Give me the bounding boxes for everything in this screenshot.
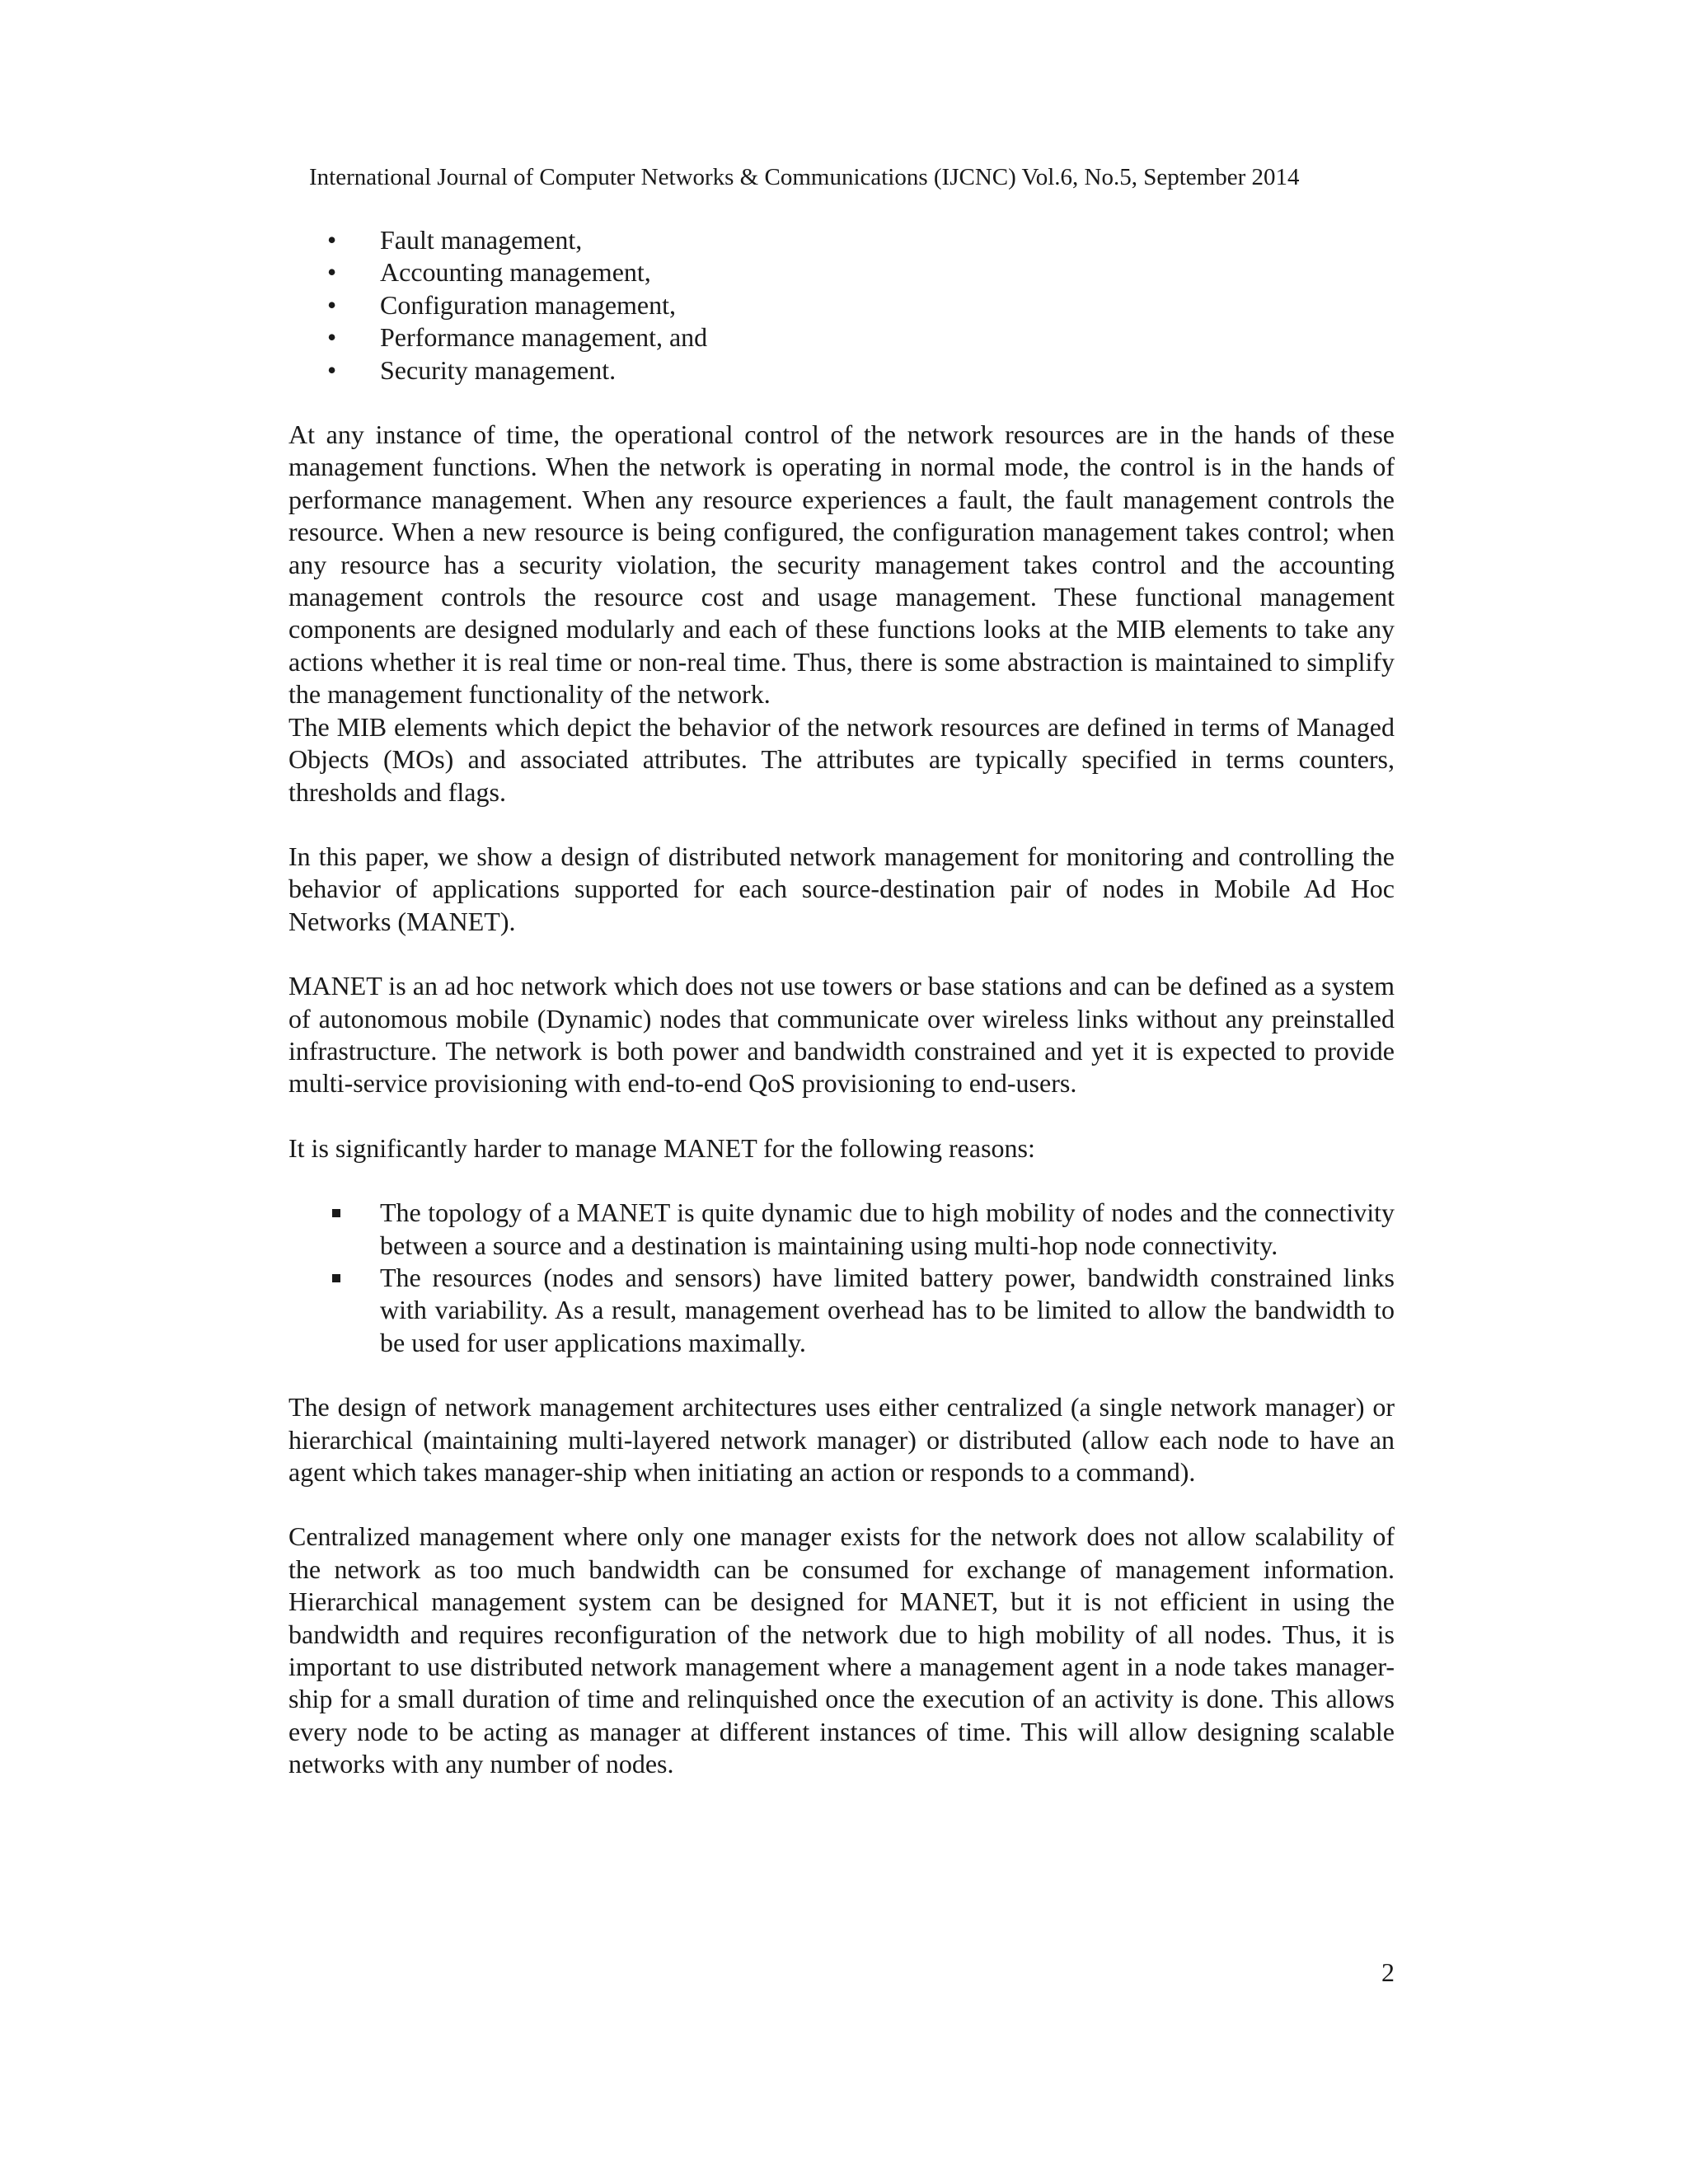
paragraph-operational-control: At any instance of time, the operational control of the network resources are in the hands of these management functions. When the network is operating in normal mode, the control is in the hands of performance management. When any resource experiences a fault, the fault management controls the resource. When a new resource is being configured, the configuration management takes control; when any resource has a security violation, the security management takes control and the accounting management controls the resource cost and usage management. These functional management components are designed modularly and each of these functions looks at the MIB elements to take any actions whether it is real time or non-real time. Thus, there is some abstraction is maintained to simplify the management functionality of the network.	[288, 419, 1395, 710]
bullet-icon: •	[327, 289, 337, 320]
paragraph-architectures: The design of network management architectures uses either centralized (a single network manager) or hierarchical (maintaining multi-layered network manager) or distributed (allow each node to have an agent which takes manager-ship when initiating an action or responds to a command).	[288, 1392, 1395, 1487]
management-functions-list	[288, 224, 1395, 387]
list-item: • Performance management, and	[288, 321, 1395, 354]
square-bullet-icon	[332, 1209, 340, 1217]
paragraph-paper-scope: In this paper, we show a design of distributed network management for monitoring and controlling the behavior of applications supported for each source-destination pair of nodes in Mobile Ad Hoc Networks (MANET).	[288, 841, 1395, 936]
list-item: • Accounting management,	[288, 256, 1395, 288]
list-item: • Configuration management,	[288, 289, 1395, 321]
reasons-list	[288, 1197, 1395, 1359]
running-header: International Journal of Computer Networks & Communications (IJCNC) Vol.6, No.5, September 2014	[309, 164, 1300, 190]
list-item: The topology of a MANET is quite dynamic due to high mobility of nodes and the connectivity between a source and a destination is maintaining using multi-hop node connectivity.	[288, 1197, 1395, 1262]
paragraph-manet-definition: MANET is an ad hoc network which does not use towers or base stations and can be defined as a system of autonomous mobile (Dynamic) nodes that communicate over wireless links without any preinstalled infrastructure. The network is both power and bandwidth constrained and yet it is expected to provide multi-service provisioning with end-to-end QoS provisioning to end-users.	[288, 971, 1395, 1099]
list-item: The resources (nodes and sensors) have limited battery power, bandwidth constrained links with variability. As a result, management overhead has to be limited to allow the bandwidth to be used for user applications maximally.	[288, 1262, 1395, 1359]
bullet-icon: •	[327, 322, 337, 353]
body-text	[288, 224, 1395, 1781]
paragraph-centralized: Centralized management where only one manager exists for the network does not allow scalability of the network as too much bandwidth can be consumed for exchange of management information. Hierarchical management system can be designed for MANET, but it is not efficient in using the bandwidth and requires reconfiguration of the network due to high mobility of all nodes. Thus, it is important to use distributed network management where a management agent in a node takes manager-ship for a small duration of time and relinquished once the execution of an activity is done. This allows every node to be acting as manager at different instances of time. This will allow designing scalable networks with any number of nodes.	[288, 1521, 1395, 1779]
square-bullet-icon	[332, 1274, 340, 1282]
page-number: 2	[1381, 1957, 1395, 1987]
list-item: • Fault management,	[288, 224, 1395, 256]
bullet-icon: •	[327, 225, 337, 255]
bullet-icon: •	[327, 257, 337, 288]
bullet-icon: •	[327, 354, 337, 385]
paragraph-reasons-intro: It is significantly harder to manage MANET for the following reasons:	[288, 1132, 1035, 1163]
list-item: • Security management.	[288, 354, 1395, 387]
paragraph-mib-elements: The MIB elements which depict the behavior of the network resources are defined in terms of Managed Objects (MOs) and associated attributes. The attributes are typically specified in terms counters, thresholds and flags.	[288, 711, 1395, 807]
